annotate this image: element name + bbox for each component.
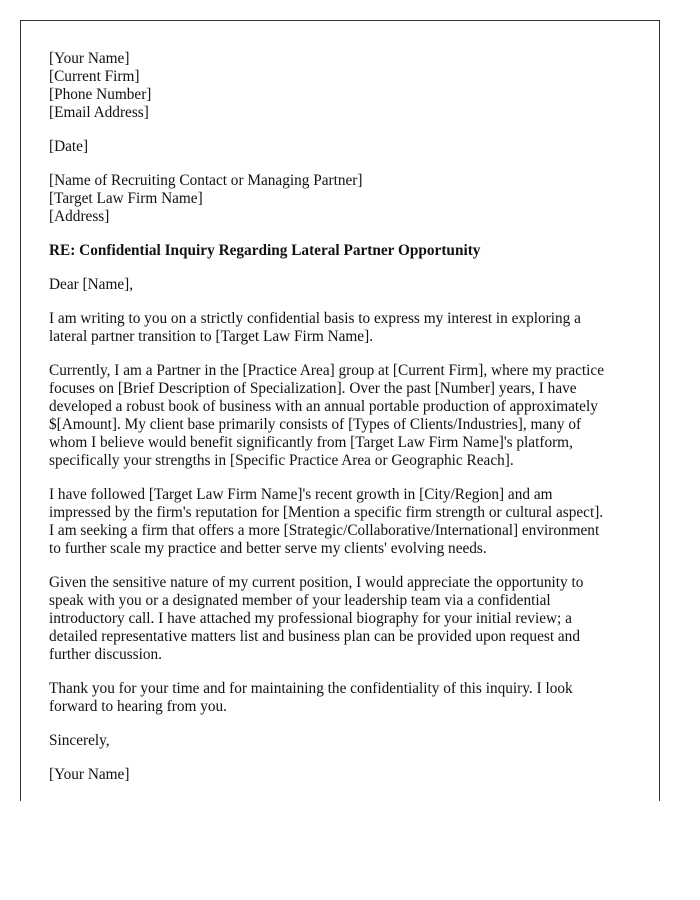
paragraph-line: I am writing to you on a strictly confidential basis to express my interest in exploring a bbox=[49, 310, 581, 327]
paragraph-line: Currently, I am a Partner in the [Practice Area] group at [Current Firm], where my practice bbox=[49, 362, 605, 379]
subject-line: RE: Confidential Inquiry Regarding Lateral Partner Opportunity bbox=[49, 242, 481, 259]
body-paragraph bbox=[49, 310, 631, 346]
sender-name: [Your Name] bbox=[49, 50, 130, 67]
paragraph-line: whom I believe would benefit significantly from [Target Law Firm Name]'s platform, bbox=[49, 434, 573, 451]
paragraph-line: to further scale my practice and better serve my clients' evolving needs. bbox=[49, 540, 487, 557]
sender-phone: [Phone Number] bbox=[49, 86, 152, 103]
paragraph-line: Given the sensitive nature of my current position, I would appreciate the opportunity to bbox=[49, 574, 584, 591]
paragraph-line: $[Amount]. My client base primarily consists of [Types of Clients/Industries], many of bbox=[49, 416, 582, 433]
paragraph-line: impressed by the firm's reputation for [Mention a specific firm strength or cultural aspect]. bbox=[49, 504, 604, 521]
paragraph-line: specifically your strengths in [Specific Practice Area or Geographic Reach]. bbox=[49, 452, 514, 469]
date-text: [Date] bbox=[49, 138, 89, 155]
recipient-name: [Name of Recruiting Contact or Managing Partner] bbox=[49, 172, 363, 189]
body-paragraph bbox=[49, 680, 631, 716]
letter-date bbox=[49, 138, 631, 156]
body-paragraph bbox=[49, 486, 631, 558]
paragraph-line: introductory call. I have attached my professional biography for your initial review; a bbox=[49, 610, 572, 627]
paragraph-line: further discussion. bbox=[49, 646, 163, 663]
recipient-block bbox=[49, 172, 631, 226]
closing: Sincerely, bbox=[49, 732, 110, 749]
paragraph-line: focuses on [Brief Description of Specialization]. Over the past [Number] years, I have bbox=[49, 380, 577, 397]
paragraph-line: speak with you or a designated member of your leadership team via a confidential bbox=[49, 592, 551, 609]
paragraph-line: Thank you for your time and for maintaining the confidentiality of this inquiry. I look bbox=[49, 680, 573, 697]
letter-page bbox=[20, 20, 660, 801]
sender-firm: [Current Firm] bbox=[49, 68, 140, 85]
body-paragraph bbox=[49, 574, 631, 664]
paragraph-line: I have followed [Target Law Firm Name]'s recent growth in [City/Region] and am bbox=[49, 486, 553, 503]
recipient-address: [Address] bbox=[49, 208, 110, 225]
paragraph-line: developed a robust book of business with an annual portable production of approximately bbox=[49, 398, 598, 415]
signature: [Your Name] bbox=[49, 766, 130, 783]
paragraph-line: lateral partner transition to [Target Law Firm Name]. bbox=[49, 328, 374, 345]
paragraph-line: forward to hearing from you. bbox=[49, 698, 227, 715]
letter-body bbox=[49, 310, 631, 716]
body-paragraph bbox=[49, 362, 631, 470]
paragraph-line: I am seeking a firm that offers a more [Strategic/Collaborative/International] environment bbox=[49, 522, 600, 539]
sender-email: [Email Address] bbox=[49, 104, 149, 121]
sender-block bbox=[49, 50, 631, 122]
recipient-firm: [Target Law Firm Name] bbox=[49, 190, 203, 207]
paragraph-line: detailed representative matters list and business plan can be provided upon request and bbox=[49, 628, 580, 645]
salutation: Dear [Name], bbox=[49, 276, 134, 293]
